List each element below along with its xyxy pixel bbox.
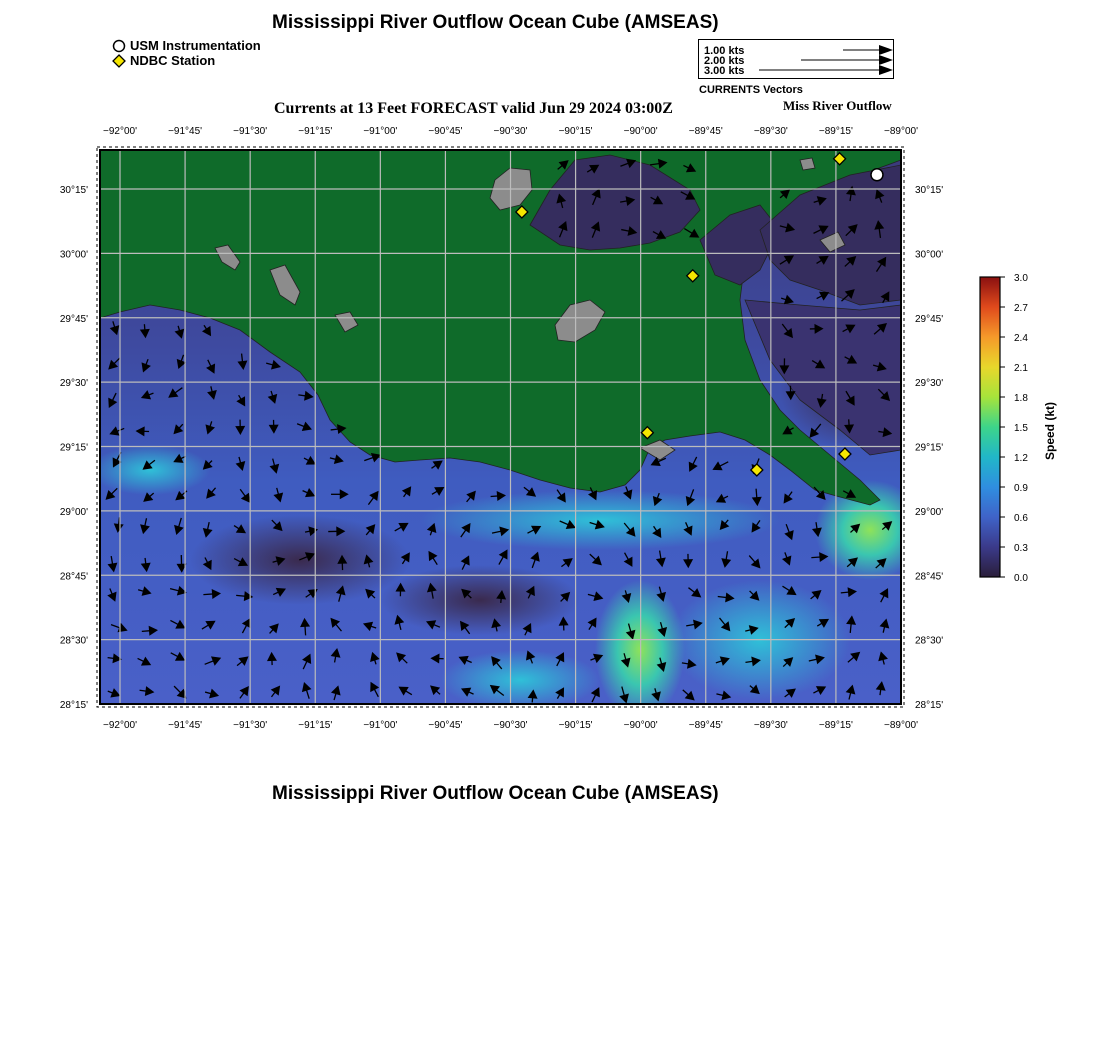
lon-tick-label: −90°45' <box>428 126 463 137</box>
lon-tick-label: −91°30' <box>233 720 268 731</box>
colorbar-tick-label: 1.2 <box>1014 453 1028 464</box>
lon-tick-label: −90°45' <box>428 720 463 731</box>
colorbar-tick-label: 2.7 <box>1014 303 1028 314</box>
colorbar-tick-label: 0.0 <box>1014 573 1028 584</box>
lat-tick-label: 30°00' <box>915 249 944 261</box>
vector-key-label-3: 3.00 kts <box>704 65 745 77</box>
lat-tick-label: 29°15' <box>915 442 944 454</box>
lon-tick-label: −91°15' <box>298 720 333 731</box>
lon-tick-label: −89°00' <box>884 126 918 137</box>
lat-ticks-right <box>915 185 943 711</box>
lon-ticks-top <box>103 126 918 137</box>
lon-tick-label: −89°15' <box>818 126 853 137</box>
colorbar-tick-label: 3.0 <box>1014 273 1028 284</box>
lat-tick-label: 28°45' <box>59 571 88 583</box>
lat-tick-label: 29°15' <box>59 442 88 454</box>
lon-tick-label: −90°15' <box>558 720 593 731</box>
lat-tick-label: 29°45' <box>59 313 88 325</box>
lon-tick-label: −92°00' <box>103 720 137 731</box>
lat-tick-label: 29°30' <box>59 378 88 390</box>
lon-tick-label: −91°15' <box>298 126 333 137</box>
lat-tick-label: 30°00' <box>59 249 88 261</box>
main-title: Mississippi River Outflow Ocean Cube (AMSEAS) <box>272 12 719 33</box>
lon-tick-label: −91°00' <box>363 720 398 731</box>
speed-colorbar <box>970 270 1050 590</box>
colorbar-tick-label: 0.9 <box>1014 483 1028 494</box>
colorbar-rect <box>980 277 1000 577</box>
lon-tick-label: −89°45' <box>688 126 723 137</box>
lon-tick-label: −90°15' <box>558 126 593 137</box>
region-label: Miss River Outflow <box>783 98 892 113</box>
lon-tick-label: −92°00' <box>103 126 137 137</box>
lon-tick-label: −90°30' <box>493 126 528 137</box>
lat-tick-label: 29°45' <box>915 313 944 325</box>
colorbar-tick-label: 0.6 <box>1014 513 1028 524</box>
lon-tick-label: −91°45' <box>168 126 203 137</box>
usm-legend-label: USM Instrumentation <box>130 38 261 53</box>
fast-band-4 <box>90 445 210 495</box>
lon-tick-label: −91°30' <box>233 126 268 137</box>
colorbar-tick-label: 0.3 <box>1014 543 1028 554</box>
lon-tick-label: −89°30' <box>753 720 788 731</box>
lon-tick-label: −91°00' <box>363 126 398 137</box>
lat-ticks-left <box>60 185 88 711</box>
lat-tick-label: 28°15' <box>59 700 88 711</box>
colorbar-tick-label: 1.8 <box>1014 393 1028 404</box>
usm-station-marker <box>871 169 883 181</box>
lat-tick-label: 28°30' <box>915 635 944 647</box>
vector-key-label-1: 1.00 kts <box>704 45 745 57</box>
lon-tick-label: −89°15' <box>818 720 853 731</box>
colorbar-tick-label: 1.5 <box>1014 423 1028 434</box>
vector-key-caption: CURRENTS Vectors <box>699 84 803 96</box>
colorbar-tick-label: 2.4 <box>1014 333 1028 344</box>
lon-tick-label: −90°00' <box>623 720 658 731</box>
lat-tick-label: 29°00' <box>915 506 944 518</box>
forecast-subtitle: Currents at 13 Feet FORECAST valid Jun 29 2024 03:00Z <box>274 100 673 117</box>
ndbc-legend-label: NDBC Station <box>130 53 216 68</box>
vector-key-label-2: 2.00 kts <box>704 55 745 67</box>
lon-ticks-bottom <box>103 720 918 731</box>
lon-tick-label: −89°00' <box>884 720 918 731</box>
colorbar-ticks <box>1000 273 1028 584</box>
colorbar-title: Speed (kt) <box>1043 401 1057 460</box>
lon-tick-label: −90°00' <box>623 126 658 137</box>
lat-tick-label: 28°15' <box>915 700 944 711</box>
lat-tick-label: 29°00' <box>59 506 88 518</box>
second-title: Mississippi River Outflow Ocean Cube (AMSEAS) <box>272 783 719 804</box>
lat-tick-label: 29°30' <box>915 378 944 390</box>
lat-tick-label: 30°15' <box>59 185 88 196</box>
colorbar-tick-label: 2.1 <box>1014 363 1028 374</box>
lon-tick-label: −91°45' <box>168 720 203 731</box>
lon-tick-label: −89°30' <box>753 126 788 137</box>
lat-tick-label: 30°15' <box>915 185 944 196</box>
lon-tick-label: −89°45' <box>688 720 723 731</box>
lon-tick-label: −90°30' <box>493 720 528 731</box>
lat-tick-label: 28°45' <box>915 571 944 583</box>
lat-tick-label: 28°30' <box>59 635 88 647</box>
lake-east-1 <box>800 158 815 170</box>
